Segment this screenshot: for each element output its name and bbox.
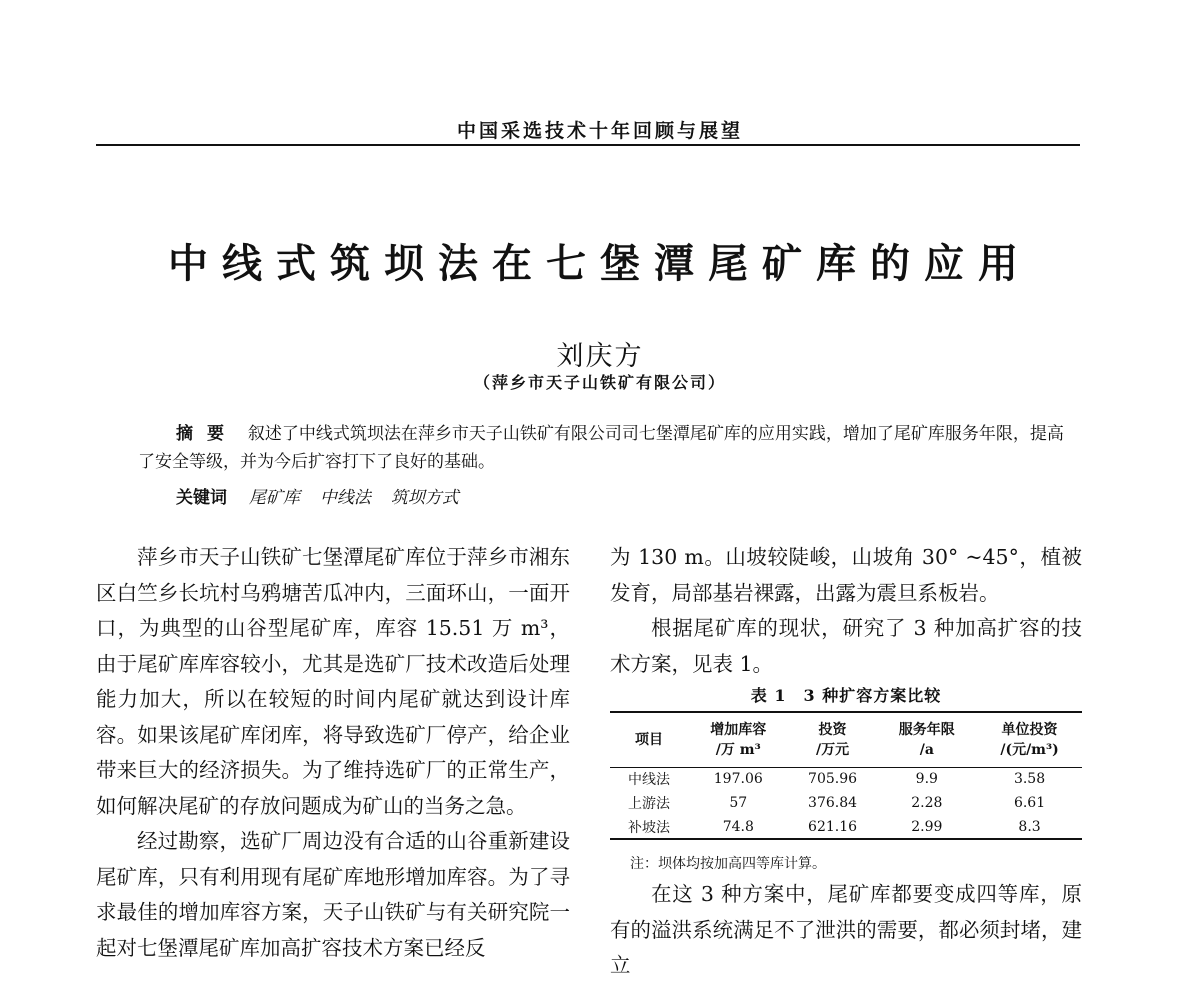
table-caption: 表 1 3 种扩容方案比较 xyxy=(750,686,942,705)
running-header: 中国采选技术十年回顾与展望 xyxy=(456,120,743,142)
keyword-item: 筑坝方式 xyxy=(390,488,459,508)
table-row xyxy=(610,767,1082,791)
comparison-table xyxy=(610,711,1082,840)
column-header: 增加库容 /万 m³ xyxy=(710,721,767,758)
column-header: 服务年限 /a xyxy=(898,721,955,758)
table-cell: 6.61 xyxy=(1013,795,1046,811)
body-column-right xyxy=(610,540,1082,682)
table-cell: 补坡法 xyxy=(628,819,670,836)
table-cell: 上游法 xyxy=(628,796,670,812)
body-paragraph: 萍乡市天子山铁矿七堡潭尾矿库位于萍乡市湘东区白竺乡长坑村乌鸦塘苦瓜冲内，三面环山，一面开口，为典型的山谷型尾矿库，库容 15.51 万 m³，由于尾矿库库容较小，尤其是选矿厂技术改造后处理能力加大，所以在较短的时间内尾矿就达到设计库容。如果该尾矿库闭库，将导致选矿厂停产，给企业带来巨大的经济损失。为了维持选矿厂的正常生产，如何解决尾矿的存放问题成为矿山的当务之急。 xyxy=(96,545,570,818)
header-rule xyxy=(96,144,1080,146)
table-cell: 705.96 xyxy=(808,771,858,788)
table-cell: 2.99 xyxy=(911,818,943,835)
keywords xyxy=(176,484,473,512)
keyword-item: 中线法 xyxy=(319,488,371,508)
table-cell: 74.8 xyxy=(722,818,754,835)
table-note: 注：坝体均按加高四等库计算。 xyxy=(630,856,826,872)
table-row xyxy=(610,815,1082,839)
keywords-label: 关键词 xyxy=(176,488,227,508)
column-header: 投资 /万元 xyxy=(815,721,850,758)
paper-title: 中线式筑坝法在七堡潭尾矿库的应用 xyxy=(168,240,1032,287)
table-cell: 376.84 xyxy=(808,795,858,811)
table-header-row xyxy=(610,712,1082,767)
table-cell: 197.06 xyxy=(713,771,763,788)
table-cell: 中线法 xyxy=(628,772,670,789)
column-header: 项目 xyxy=(635,731,663,748)
abstract xyxy=(138,420,1068,476)
column-header: 单位投资 /(元/m³) xyxy=(1000,721,1059,758)
table-cell: 8.3 xyxy=(1018,818,1041,835)
keyword-item: 尾矿库 xyxy=(248,488,300,508)
abstract-text: 叙述了中线式筑坝法在萍乡市天子山铁矿有限公司司七堡潭尾矿库的应用实践，增加了尾矿库服务年限，提高了安全等级，并为今后扩容打下了良好的基础。 xyxy=(138,424,1064,472)
body-paragraph: 为 130 m。山坡较陡峻，山坡角 30° ~45°，植被发育，局部基岩裸露，出露为震旦系板岩。 xyxy=(610,545,1082,605)
table-cell: 621.16 xyxy=(808,818,858,835)
table-cell: 2.28 xyxy=(911,795,943,811)
author-name: 刘庆方 xyxy=(556,341,644,372)
body-paragraph: 经过勘察，选矿厂周边没有合适的山谷重新建设尾矿库，只有利用现有尾矿库地形增加库容。为了寻求最佳的增加库容方案，天子山铁矿与有关研究院一起对七堡潭尾矿库加高扩容技术方案已经反 xyxy=(96,829,570,960)
table-row xyxy=(610,791,1082,815)
body-paragraph: 根据尾矿库的现状，研究了 3 种加高扩容的技术方案，见表 1。 xyxy=(610,616,1082,676)
body-paragraph: 在这 3 种方案中，尾矿库都要变成四等库，原有的溢洪系统满足不了泄洪的需要，都必须封堵，建立 xyxy=(610,882,1082,977)
body-column-right-continued xyxy=(610,877,1082,984)
table-cell: 57 xyxy=(729,795,748,811)
author-affiliation: （萍乡市天子山铁矿有限公司） xyxy=(473,373,726,392)
table-cell: 9.9 xyxy=(915,771,938,788)
table-cell: 3.58 xyxy=(1013,771,1046,788)
body-column-left xyxy=(96,540,570,966)
abstract-label: 摘要 xyxy=(176,424,238,444)
